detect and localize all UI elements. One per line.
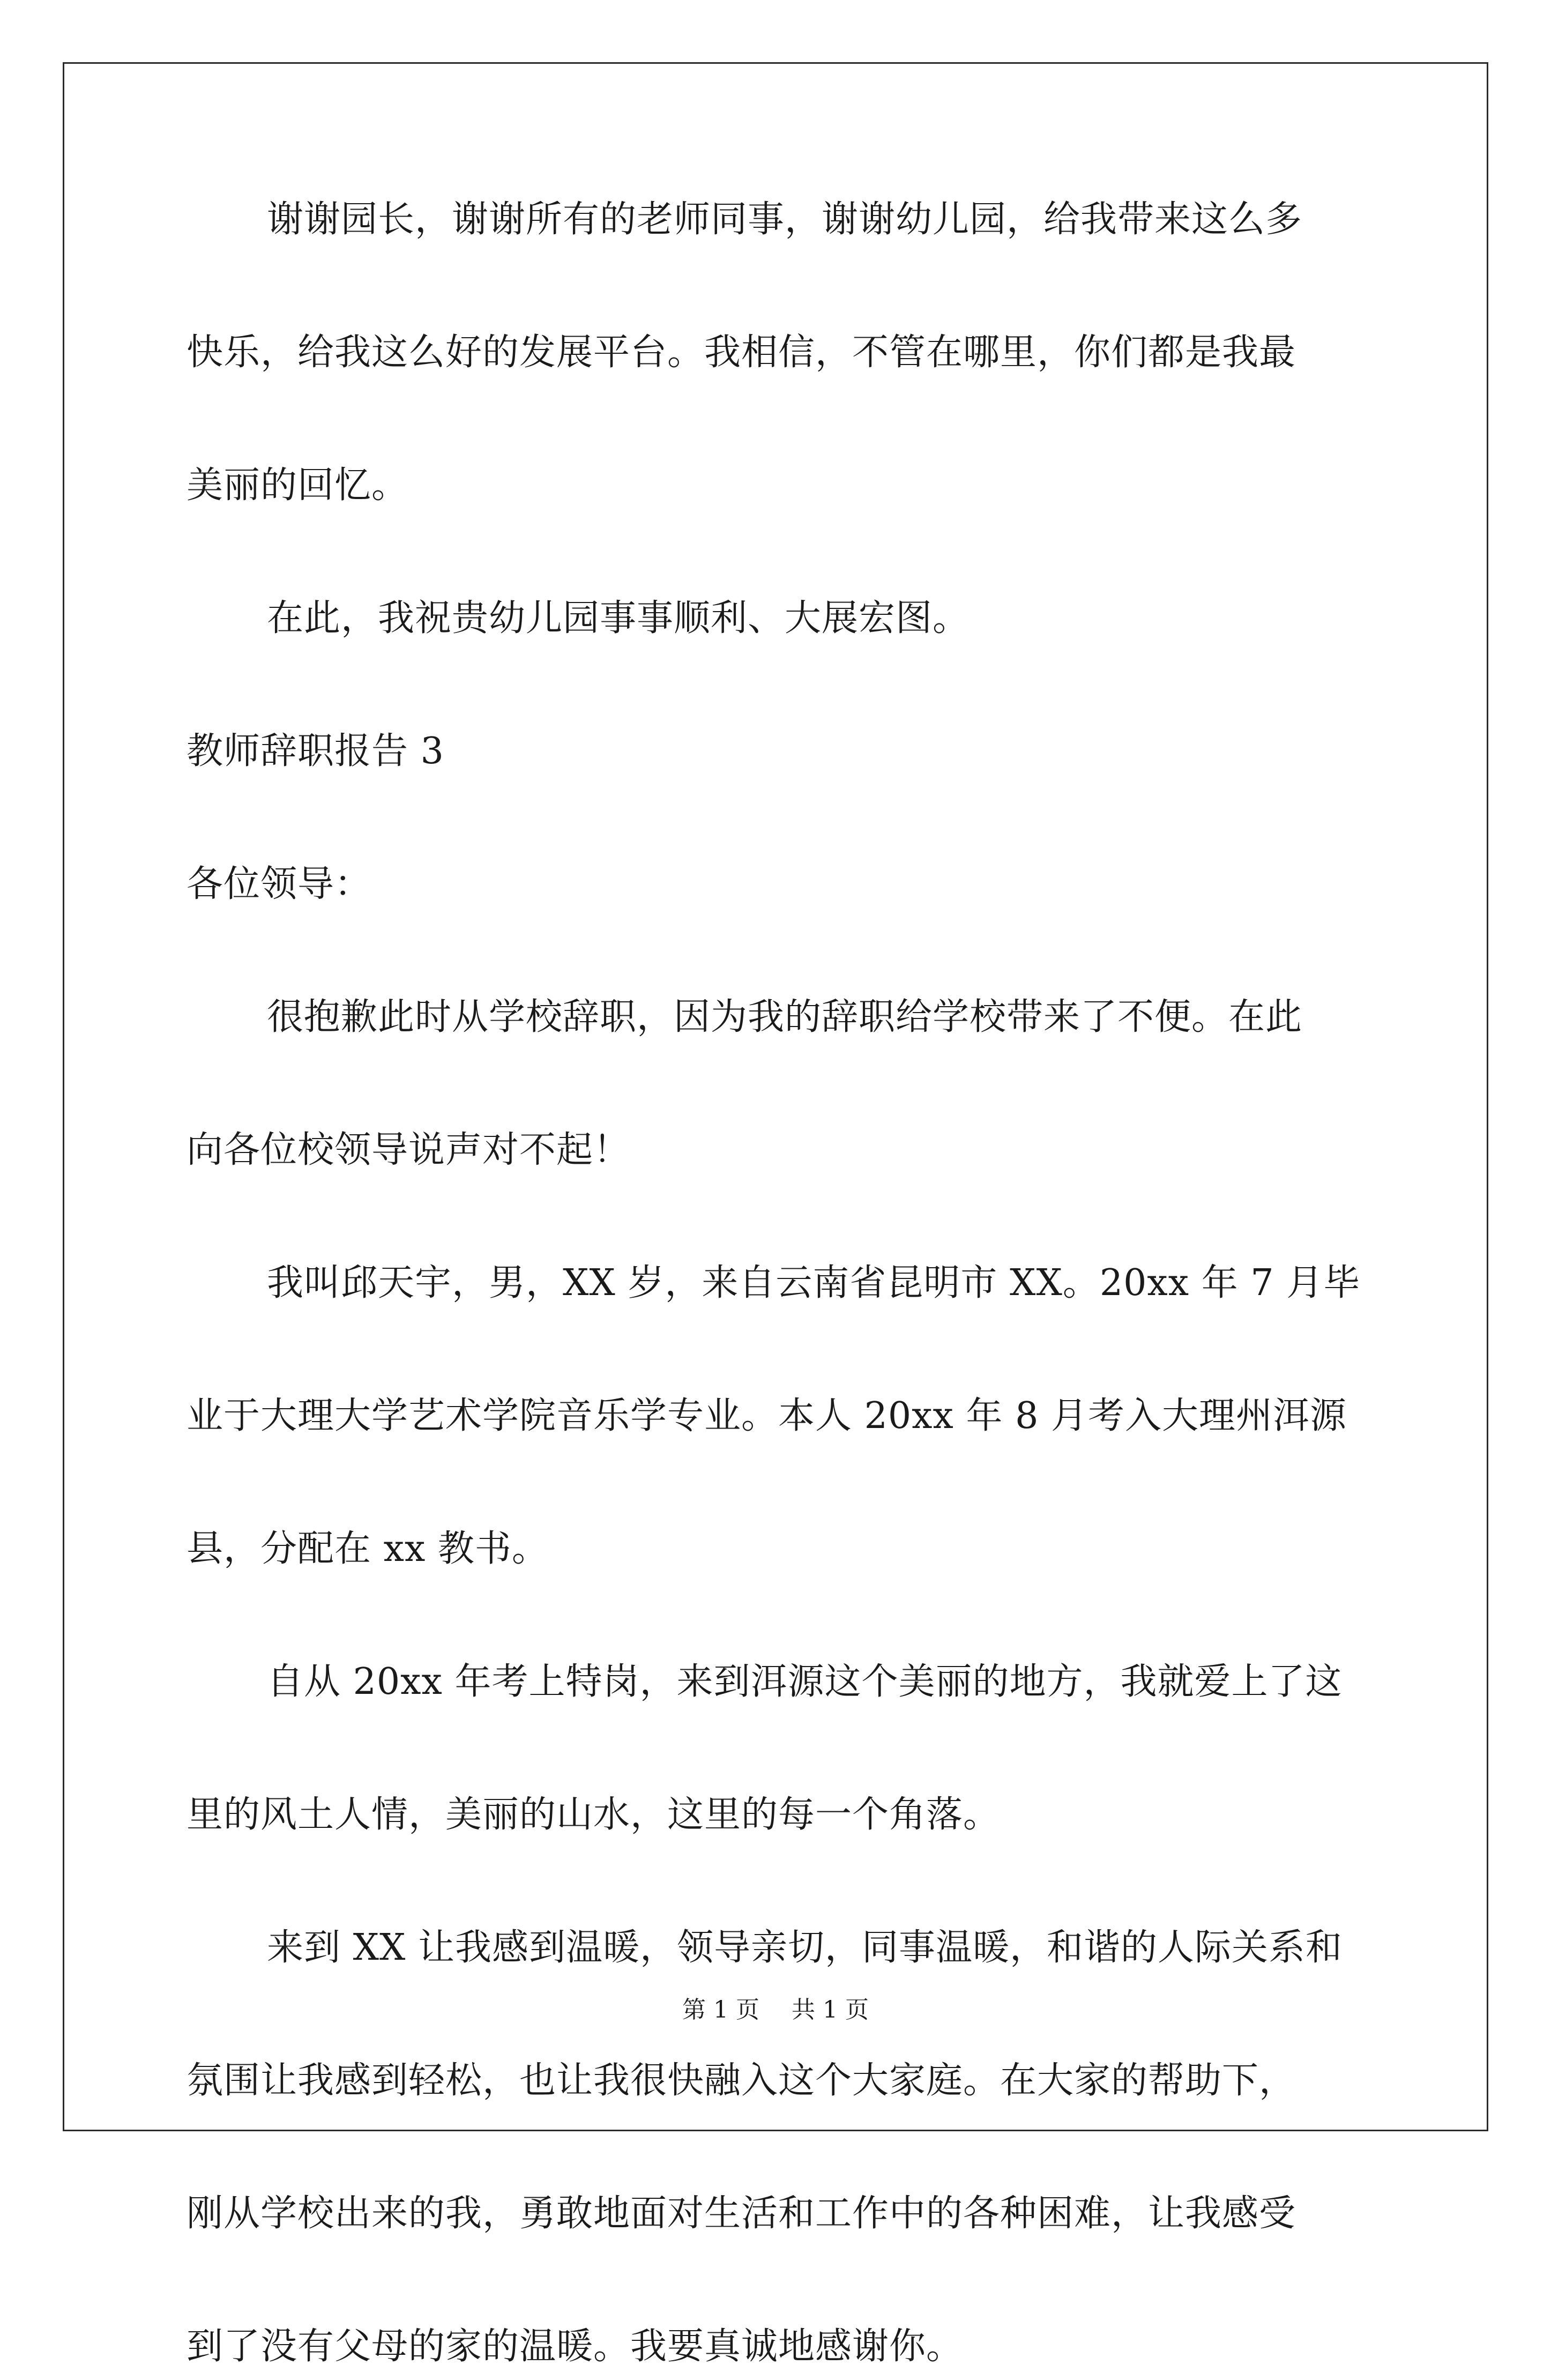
page-footer <box>0 1994 1551 2026</box>
line-gap <box>187 2247 1366 2314</box>
line-gap <box>187 785 1366 851</box>
paragraph-line: 谢谢园长，谢谢所有的老师同事，谢谢幼儿园，给我带来这么多 <box>267 198 1303 241</box>
document-body <box>187 187 1366 2380</box>
paragraph-line: 里的风土人情，美丽的山水，这里的每一个角落。 <box>187 1794 1001 1836</box>
paragraph-line: 向各位校领导说声对不起！ <box>187 1129 631 1171</box>
paragraph-line: 氛围让我感到轻松，也让我很快融入这个大家庭。在大家的帮助下， <box>187 2059 1296 2102</box>
line-gap <box>187 386 1366 452</box>
line-gap <box>187 253 1366 319</box>
line-gap <box>187 1449 1366 1516</box>
paragraph-line: 美丽的回忆。 <box>187 464 409 507</box>
line-gap <box>187 1582 1366 1649</box>
paragraph-line: 来到 XX 让我感到温暖，领导亲切，同事温暖，和谐的人际关系和 <box>267 1927 1343 1969</box>
paragraph-line: 县，分配在 xx 教书。 <box>187 1528 549 1570</box>
section-heading: 教师辞职报告 3 <box>187 730 444 772</box>
line-gap <box>187 1317 1366 1383</box>
paragraph-line: 很抱歉此时从学校辞职，因为我的辞职给学校带来了不便。在此 <box>267 996 1303 1038</box>
line-gap <box>187 1184 1366 1250</box>
line-gap <box>187 1848 1366 1915</box>
line-gap <box>187 2114 1366 2181</box>
line-gap <box>187 1715 1366 1782</box>
paragraph-line: 我叫邱天宇，男，XX 岁，来自云南省昆明市 XX。20xx 年 7 月毕 <box>267 1262 1361 1304</box>
paragraph-line: 到了没有父母的家的温暖。我要真诚地感谢你。 <box>187 2325 964 2368</box>
salutation: 各位领导： <box>187 863 372 905</box>
paragraph-line: 自从 20xx 年考上特岗，来到洱源这个美丽的地方，我就爱上了这 <box>267 1661 1343 1703</box>
line-gap <box>187 652 1366 718</box>
paragraph-line: 快乐，给我这么好的发展平台。我相信，不管在哪里，你们都是我最 <box>187 331 1296 374</box>
paragraph-line: 在此，我祝贵幼儿园事事顺利、大展宏图。 <box>267 597 970 639</box>
line-gap <box>187 1051 1366 1117</box>
page-number: 第 1 页 <box>682 1996 759 2024</box>
page-total: 共 1 页 <box>792 1996 869 2024</box>
paragraph-line: 业于大理大学艺术学院音乐学专业。本人 20xx 年 8 月考入大理州洱源 <box>187 1395 1347 1437</box>
line-gap <box>187 918 1366 984</box>
paragraph-line: 刚从学校出来的我，勇敢地面对生活和工作中的各种困难，让我感受 <box>187 2192 1296 2235</box>
line-gap <box>187 519 1366 585</box>
